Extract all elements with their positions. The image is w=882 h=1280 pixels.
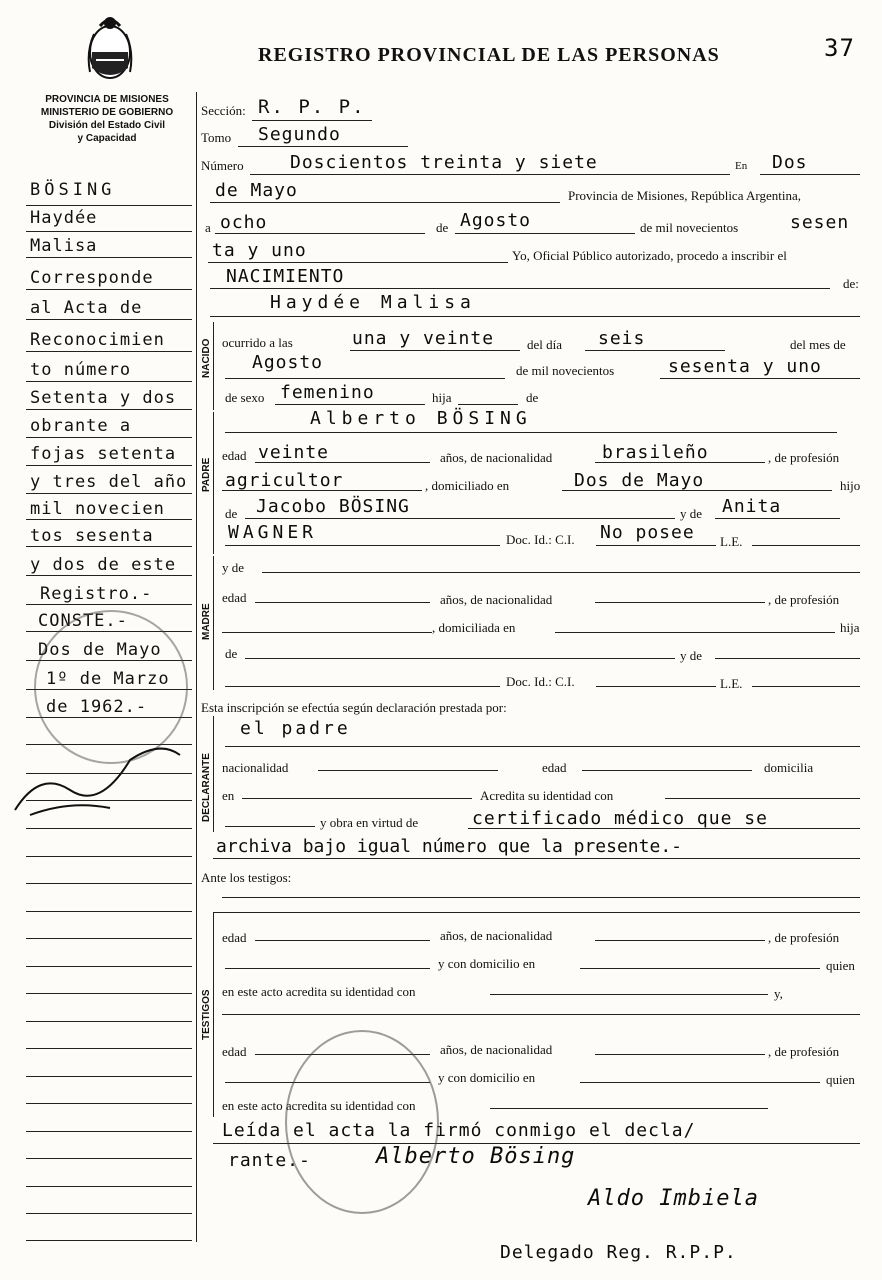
margin-note-line: Reconocimien: [30, 330, 165, 350]
page-number: 37: [824, 34, 855, 62]
seccion-label: Sección:: [201, 103, 246, 118]
testigo2-acredita-label: en este acto acredita su identidad con: [222, 1098, 416, 1113]
de-colon-label: de:: [843, 276, 859, 291]
declarante-dom-label: domicilia: [764, 760, 814, 775]
issuer-line-province: PROVINCIA DE MISIONES: [45, 94, 169, 105]
nacido-section-label: NACIDO: [201, 338, 212, 378]
declarante-nac-label: nacionalidad: [222, 760, 289, 775]
declarante-virtud-value: certificado médico que se: [472, 808, 768, 829]
madre-doc-label: Doc. Id.: C.I.: [506, 674, 575, 689]
dia-value: ocho: [220, 212, 268, 233]
tomo-value: Segundo: [258, 124, 341, 145]
declarante-virtud-value-cont: archiva bajo igual número que la presente.-: [216, 836, 682, 857]
abuelo-value: Jacobo BÖSING: [256, 496, 410, 517]
issuer-line-ministry: MINISTERIO DE GOBIERNO: [40, 107, 174, 118]
testigo1-acredita-label: en este acto acredita su identidad con: [222, 984, 416, 999]
dia-nacimiento-value: seis: [598, 328, 646, 349]
padre-edad-value: veinte: [258, 442, 330, 463]
margin-divider: [196, 92, 197, 1242]
anio-nacimiento-value: sesenta y uno: [668, 356, 822, 377]
madre-nac-label: años, de nacionalidad: [440, 592, 553, 607]
testigo1-prof-label: , de profesión: [768, 930, 840, 945]
padre-section-label: PADRE: [201, 457, 212, 492]
testigo1-y-label: y,: [774, 986, 783, 1001]
testigo1-nac-label: años, de nacionalidad: [440, 928, 553, 943]
margin-name-1: Haydée: [30, 208, 98, 228]
padre-nac-label: años, de nacionalidad: [440, 450, 553, 465]
margin-note-line: CONSTE.-: [38, 611, 128, 631]
margin-note-line: to número: [30, 360, 132, 380]
de-label: de: [436, 220, 449, 235]
padre-prof-label: , de profesión: [768, 450, 840, 465]
madre-hija-label: hija: [840, 620, 860, 635]
madre-prof-label: , de profesión: [768, 592, 840, 607]
margin-note-line: al Acta de: [30, 298, 143, 318]
provincia-text: Provincia de Misiones, República Argentina,: [568, 188, 801, 203]
testigo1-quien-label: quien: [826, 958, 855, 973]
declarante-intro: Esta inscripción se efectúa según declaración prestada por:: [201, 700, 507, 715]
closing-text-cont: rante.-: [228, 1150, 311, 1171]
numero-value: Doscientos treinta y siete: [290, 152, 598, 173]
padre-doc-value: No posee: [600, 522, 695, 543]
lugar-value: Dos: [772, 152, 808, 173]
margin-note-line: Registro.-: [40, 584, 153, 604]
testigos-section-label: TESTIGOS: [201, 989, 212, 1040]
acto-value: NACIMIENTO: [226, 266, 345, 287]
padre-de-label: de: [225, 506, 238, 521]
del-dia-label: del día: [527, 337, 563, 352]
ocurrido-label: ocurrido a las: [222, 335, 293, 350]
declarante-signature: Alberto Bösing: [376, 1144, 576, 1169]
declarante-section-label: DECLARANTE: [201, 753, 212, 822]
oficial-text: Yo, Oficial Público autorizado, procedo a inscribir el: [512, 248, 787, 263]
margin-name-2: Malisa: [30, 236, 98, 256]
declarante-virtud-label: y obra en virtud de: [320, 815, 419, 830]
testigo1-dom-label: y con domicilio en: [438, 956, 536, 971]
padre-hijo-label: hijo: [840, 478, 861, 493]
margin-note-line: Dos de Mayo: [38, 640, 162, 660]
issuer-line-capacity: y Capacidad: [77, 133, 137, 144]
testigo1-edad-label: edad: [222, 930, 247, 945]
mes-value: Agosto: [460, 210, 532, 231]
a-label: a: [205, 220, 211, 235]
margin-note-line: de 1962.-: [46, 697, 148, 717]
issuer-block: [24, 93, 190, 145]
hija-label: hija: [432, 390, 452, 405]
margin-note-line: y dos de este: [30, 555, 177, 575]
margin-note-line: 1º de Marzo: [46, 669, 170, 689]
margin-note-line: obrante a: [30, 416, 132, 436]
official-seal: [285, 1030, 439, 1214]
abuela-value-cont: WAGNER: [228, 522, 318, 543]
del-mes-label: del mes de: [790, 337, 846, 352]
testigo2-edad-label: edad: [222, 1044, 247, 1059]
padre-dom-value: Dos de Mayo: [574, 470, 705, 491]
numero-label: Número: [201, 158, 244, 173]
testigo2-prof-label: , de profesión: [768, 1044, 840, 1059]
closing-text: Leída el acta la firmó conmigo el decla/: [222, 1120, 696, 1141]
issuer-line-division: División del Estado Civil: [48, 120, 166, 131]
testigo2-nac-label: años, de nacionalidad: [440, 1042, 553, 1057]
margin-surname: BÖSING: [30, 180, 116, 200]
padre-nombre-value: Alberto BÖSING: [310, 408, 532, 429]
nombre-value: Haydée Malisa: [270, 292, 476, 313]
madre-section-label: MADRE: [201, 603, 212, 640]
padre-le-label: L.E.: [720, 534, 743, 549]
official-signature: Aldo Imbiela: [588, 1186, 759, 1211]
madre-y-de-label-2: y de: [680, 648, 703, 663]
margin-note-line: Setenta y dos: [30, 388, 177, 408]
mil-text: de mil novecientos: [640, 220, 739, 235]
padre-doc-label: Doc. Id.: C.I.: [506, 532, 575, 547]
madre-le-label: L.E.: [720, 676, 743, 691]
lugar-value-cont: de Mayo: [215, 180, 298, 201]
testigo2-quien-label: quien: [826, 1072, 855, 1087]
mil-label: de mil novecientos: [516, 363, 615, 378]
declarante-acredita-label: Acredita su identidad con: [480, 788, 614, 803]
abuela-value: Anita: [722, 496, 782, 517]
madre-de-label: de: [225, 646, 238, 661]
margin-note-line: tos sesenta: [30, 526, 154, 546]
testigo2-dom-label: y con domicilio en: [438, 1070, 536, 1085]
padre-prof-value: agricultor: [225, 470, 344, 491]
margin-note-line: Corresponde: [30, 268, 154, 288]
padre-y-de-label: y de: [680, 506, 703, 521]
page-title: REGISTRO PROVINCIAL DE LAS PERSONAS: [258, 44, 720, 66]
madre-edad-label: edad: [222, 590, 247, 605]
official-title: Delegado Reg. R.P.P.: [500, 1242, 737, 1263]
margin-signature: [10, 730, 190, 825]
padre-nac-value: brasileño: [602, 442, 709, 463]
padre-dom-label: , domiciliado en: [425, 478, 510, 493]
seccion-value: R. P. P.: [258, 96, 366, 118]
anio-value: sesen: [790, 212, 850, 233]
madre-dom-label: , domiciliada en: [432, 620, 516, 635]
padre-edad-label: edad: [222, 448, 247, 463]
madre-y-de-label: y de: [222, 560, 245, 575]
tomo-label: Tomo: [201, 130, 232, 145]
hora-value: una y veinte: [352, 328, 495, 349]
margin-note-line: y tres del año: [30, 472, 188, 492]
declarante-edad-label: edad: [542, 760, 567, 775]
testigos-intro: Ante los testigos:: [201, 870, 292, 885]
margin-note-line: mil novecien: [30, 499, 165, 519]
en-label: En: [735, 160, 748, 172]
sexo-label: de sexo: [225, 390, 265, 405]
margin-note-line: fojas setenta: [30, 444, 177, 464]
mes-nacimiento-value: Agosto: [252, 352, 324, 373]
sexo-value: femenino: [280, 382, 375, 403]
coat-of-arms-emblem: [84, 12, 136, 88]
anio-value-cont: ta y uno: [212, 240, 307, 261]
de-label: de: [526, 390, 539, 405]
declarante-por-value: el padre: [240, 718, 351, 739]
declarante-en-label: en: [222, 788, 235, 803]
